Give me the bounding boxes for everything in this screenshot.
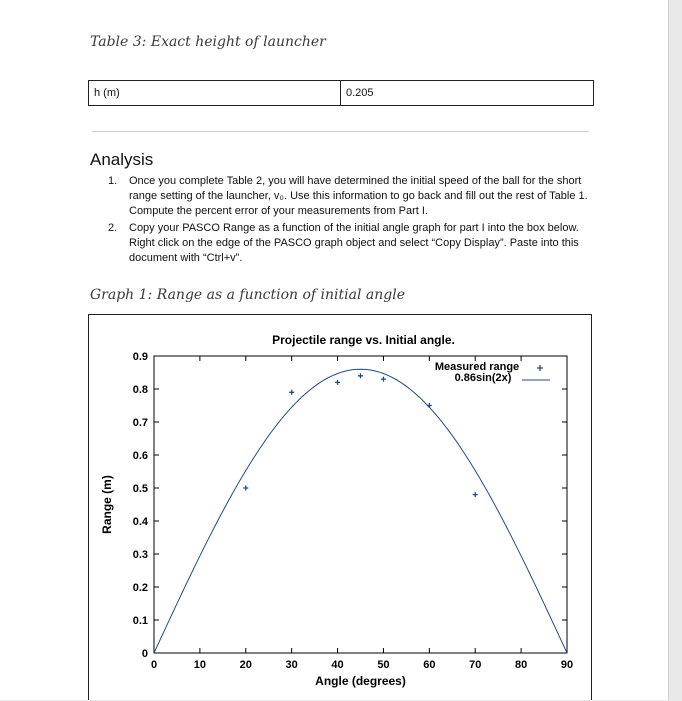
x-tick-label: 70 — [469, 659, 482, 671]
y-tick-label: 0.3 — [132, 549, 148, 561]
chart-title: Projectile range vs. Initial angle. — [272, 333, 455, 347]
measured-point — [335, 380, 340, 385]
launcher-height-table — [88, 80, 594, 106]
legend-label-measured: Measured range — [434, 361, 520, 373]
x-tick-label: 30 — [285, 659, 298, 671]
analysis-heading: Analysis — [90, 150, 154, 169]
table-label-cell: h (m) — [89, 81, 341, 105]
measured-point — [427, 403, 432, 408]
y-tick-label: 0.6 — [132, 450, 148, 462]
measured-point — [289, 390, 294, 395]
x-tick-label: 10 — [193, 659, 207, 671]
y-tick-label: 0.9 — [132, 351, 148, 363]
y-tick-label: 0.8 — [132, 384, 148, 396]
analysis-list — [108, 174, 588, 267]
measured-point — [381, 377, 386, 382]
x-tick-label: 90 — [560, 659, 574, 671]
section-divider — [92, 131, 589, 132]
measured-point — [358, 373, 363, 378]
y-tick-label: 0.2 — [132, 582, 148, 594]
measured-point — [243, 486, 248, 491]
x-tick-label: 40 — [331, 659, 344, 671]
table-value-cell: 0.205 — [346, 87, 374, 99]
measured-point — [473, 492, 478, 497]
y-tick-label: 0 — [141, 648, 148, 660]
list-item-number: 1. — [108, 175, 118, 187]
y-tick-label: 0.1 — [132, 615, 148, 627]
x-tick-label: 50 — [377, 659, 390, 671]
x-tick-label: 20 — [239, 659, 252, 671]
y-tick-label: 0.7 — [132, 417, 148, 429]
x-tick-label: 60 — [423, 659, 436, 671]
y-tick-label: 0.5 — [132, 483, 148, 495]
fit-curve-line — [154, 369, 567, 653]
x-axis-label: Angle (degrees) — [315, 674, 406, 688]
list-item-text: Copy your PASCO Range as a function of the initial angle graph for part I into the box below. Right click on the edge of the PASCO graph object and select “Copy Display”. Paste into this document with “Ctrl+v”. — [129, 221, 579, 265]
x-tick-label: 80 — [514, 659, 528, 671]
legend-marker-measured — [537, 365, 543, 371]
range-vs-angle-chart — [89, 315, 593, 701]
y-axis-label: Range (m) — [100, 475, 114, 534]
graph-frame[interactable] — [88, 314, 592, 700]
list-item — [108, 174, 588, 220]
y-tick-label: 0.4 — [132, 516, 148, 528]
list-item-text: Once you complete Table 2, you will have determined the initial speed of the ball for the short range setting of the launcher, v₀. Use this information to go back and fill out the rest of Table 1. Compute the percent error of your measurements from Part I. — [129, 175, 588, 218]
graph-caption: Graph 1: Range as a function of initial angle — [90, 287, 405, 303]
x-tick-label: 0 — [150, 659, 158, 671]
table-caption: Table 3: Exact height of launcher — [90, 34, 326, 50]
list-item — [108, 221, 588, 267]
legend-label-fit: 0.86sin(2x) — [454, 372, 512, 384]
list-item-number: 2. — [108, 221, 118, 234]
plot-area-frame — [154, 356, 567, 653]
